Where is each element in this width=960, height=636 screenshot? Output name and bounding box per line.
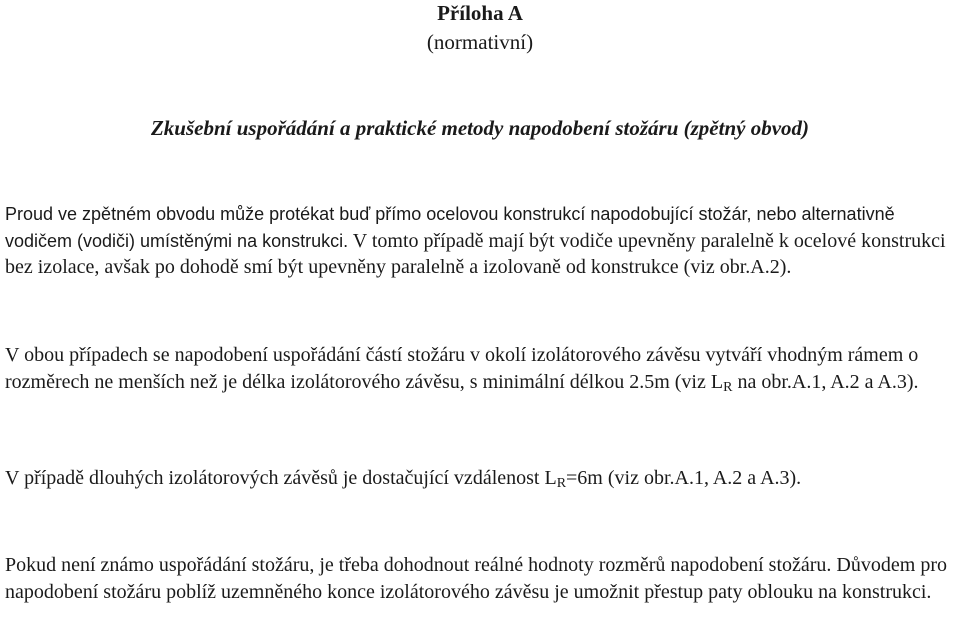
paragraph-4: Pokud není známo uspořádání stožáru, je třeba dohodnout reálné hodnoty rozměrů napodobení stožáru. Důvodem pro napodobení stožáru poblíž uzemněného konce izolátorového závěsu je umožnit přestup paty oblouku na konstrukci. xyxy=(5,554,947,603)
section-heading: Zkušební uspořádání a praktické metody napodobení stožáru (zpětný obvod) xyxy=(150,116,810,140)
annex-title: Příloha A xyxy=(437,1,523,25)
paragraph-3-subscript: R xyxy=(556,476,567,491)
paragraph-2 xyxy=(5,342,955,395)
paragraph-1 xyxy=(5,201,955,281)
paragraph-3 xyxy=(5,465,955,492)
paragraph-1-sentence-2: V tomto případě mají být vodiče upevněny paralelně k ocelové konstrukci bez izolace, avšak po dohodě smí být upevněny paralelně a izolovaně od konstrukce (viz obr.A.2). xyxy=(5,229,946,278)
annex-subtitle: (normativní) xyxy=(426,30,534,54)
paragraph-2-subscript: R xyxy=(723,379,733,395)
paragraph-3-text-a: V případě dlouhých izolátorových závěsů je dostačující vzdálenost L xyxy=(5,467,557,489)
paragraph-2-text-b: na obr.A.1, A.2 a A.3). xyxy=(732,370,919,393)
paragraph-1-sentence-1: Proud ve zpětném obvodu může protékat buď přímo ocelovou konstrukcí napodobující stožár, nebo alternativně vodičem (vodiči) umístěnými na konstrukci. xyxy=(5,204,895,251)
paragraph-3-text-b: =6m (viz obr.A.1, A.2 a A.3). xyxy=(566,467,802,489)
paragraph-2-text-a: V obou případech se napodobení uspořádání částí stožáru v okolí izolátorového závěsu vytváří vhodným rámem o rozměrech ne menších než je délka izolátorového závěsu, s minimální délkou 2.5m (viz L xyxy=(5,344,919,393)
